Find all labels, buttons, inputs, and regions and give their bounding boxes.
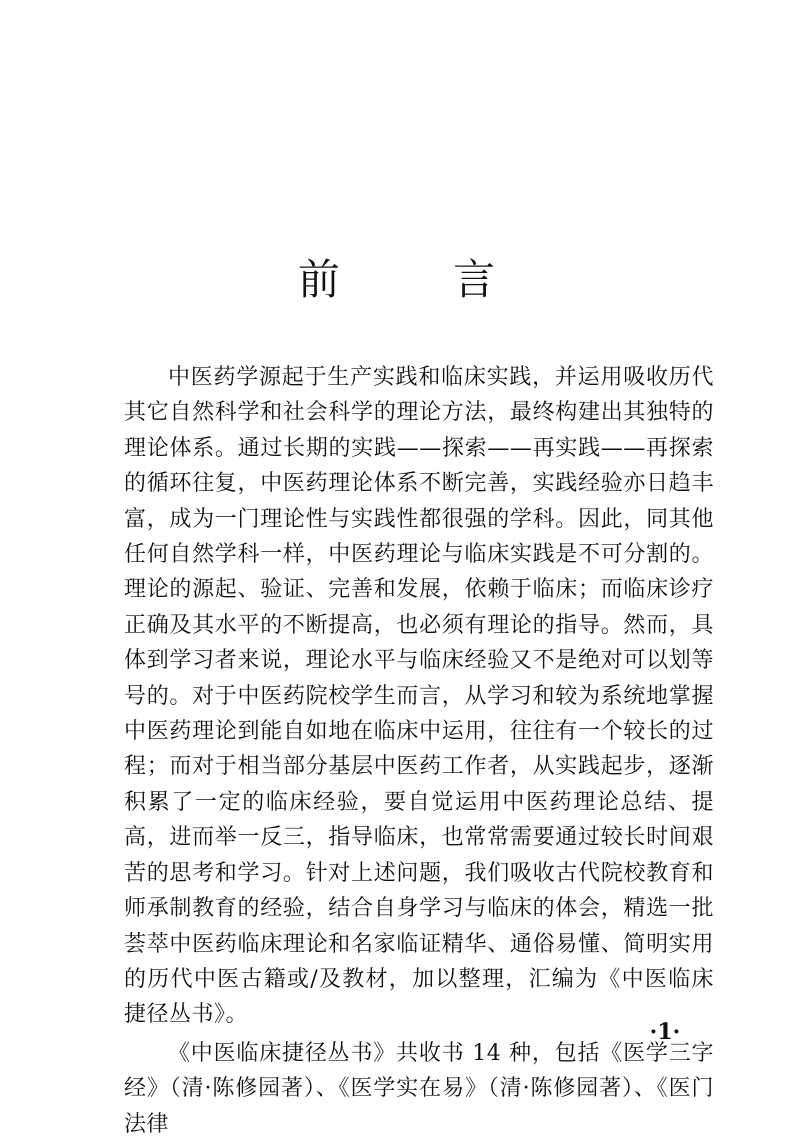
paragraph-2: 《中医临床捷径丛书》共收书 14 种，包括《医学三字经》（清·陈修园著）、《医学实在易》（清·陈修园著）、《医门法律 <box>124 1040 714 1137</box>
preface-body <box>124 360 714 1142</box>
paragraph-1: 中医药学源起于生产实践和临床实践，并运用吸收历代其它自然科学和社会科学的理论方法，最终构建出其独特的理论体系。通过长期的实践——探索——再实践——再探索的循环往复，中医药理论体系不断完善，实践经验亦日趋丰富，成为一门理论性与实践性都很强的学科。因此，同其他任何自然学科一样，中医药理论与临床实践是不可分割的。理论的源起、验证、完善和发展，依赖于临床；而临床诊疗正确及其水平的不断提高，也必须有理论的指导。然而，具体到学习者来说，理论水平与临床经验又不是绝对可以划等号的。对于中医药院校学生而言，从学习和较为系统地掌握中医药理论到能自如地在临床中运用，往往有一个较长的过程；而对于相当部分基层中医药工作者，从实践起步，逐渐积累了一定的临床经验，要自觉运用中医药理论总结、提高，进而举一反三，指导临床，也常常需要通过较长时间艰苦的思考和学习。针对上述问题，我们吸收古代院校教育和师承制教育的经验，结合自身学习与临床的体会，精选一批荟萃中医药临床理论和名家临证精华、通俗易懂、简明实用的历代中医古籍或/及教材，加以整理，汇编为《中医临床捷径丛书》。 <box>124 365 714 1028</box>
page-number: ·1· <box>649 1019 681 1045</box>
page-title: 前 言 <box>297 255 546 305</box>
